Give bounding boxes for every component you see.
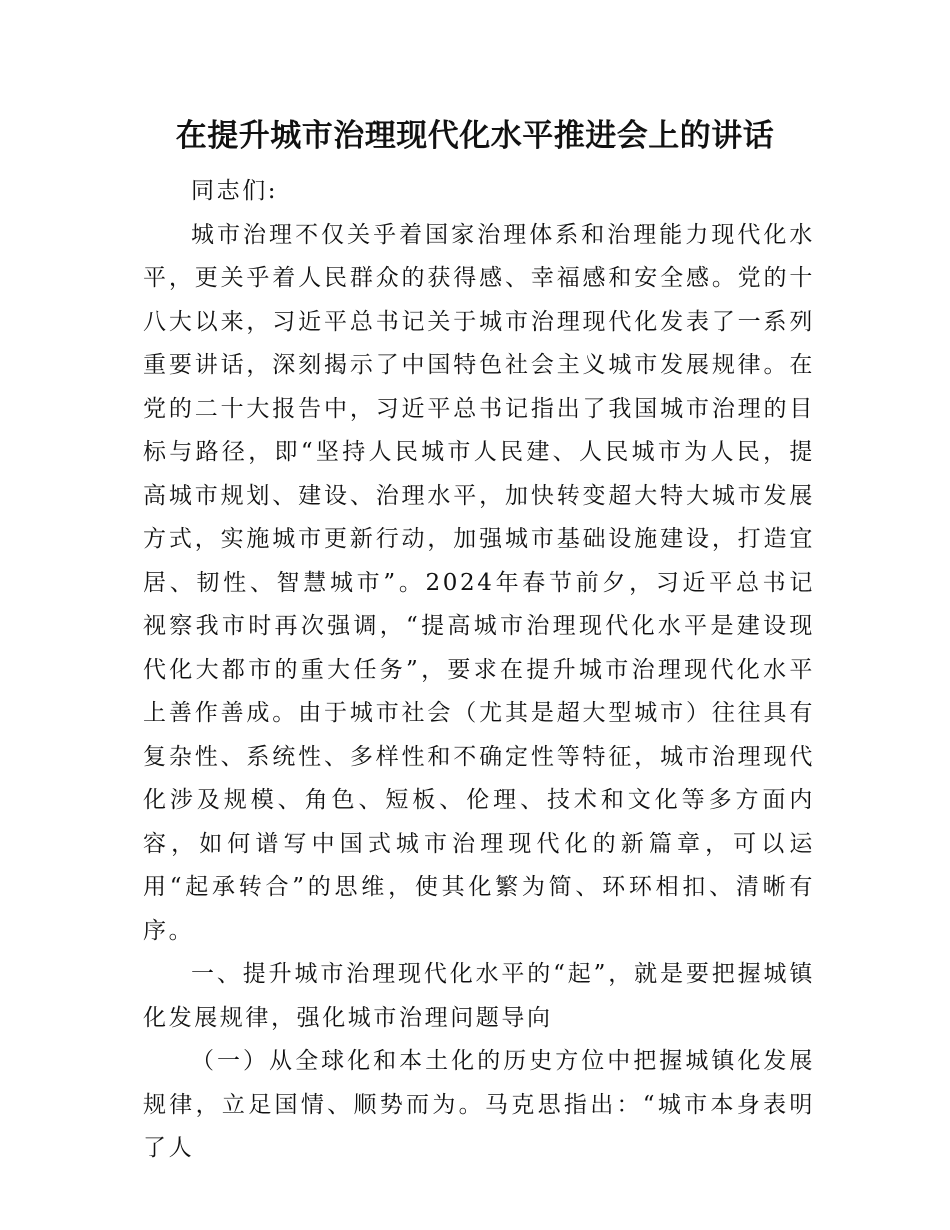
document-body [143,170,815,1171]
document-title: 在提升城市治理现代化水平推进会上的讲话 [175,118,775,154]
section-heading: 一、提升城市治理现代化水平的“起”，就是要把握城镇化发展规律，强化城市治理问题导向 [143,961,815,1031]
salutation: 同志们: [191,178,279,204]
body-paragraph: 城市治理不仅关乎着国家治理体系和治理能力现代化水平，更关乎着人民群众的获得感、幸福感和安全感。党的十八大以来，习近平总书记关于城市治理现代化发表了一系列重要讲话，深刻揭示了中国特色社会主义城市发展规律。在党的二十大报告中，习近平总书记指出了我国城市治理的目标与路径，即“坚持人民城市人民建、人民城市为人民，提高城市规划、建设、治理水平，加快转变超大特大城市发展方式，实施城市更新行动，加强城市基础设施建设，打造宜居、韧性、智慧城市”。2024年春节前夕，习近平总书记视察我市时再次强调，“提高城市治理现代化水平是建设现代化大都市的重大任务”，要求在提升城市治理现代化水平上善作善成。由于城市社会（尤其是超大型城市）往往具有复杂性、系统性、多样性和不确定性等特征，城市治理现代化涉及规模、角色、短板、伦理、技术和文化等多方面内容，如何谱写中国式城市治理现代化的新篇章，可以运用“起承转合”的思维，使其化繁为简、环环相扣、清晰有序。 [143,221,815,944]
subsection-paragraph: （一）从全球化和本土化的历史方位中把握城镇化发展规律，立足国情、顺势而为。马克思指出：“城市本身表明了人 [143,1048,815,1161]
